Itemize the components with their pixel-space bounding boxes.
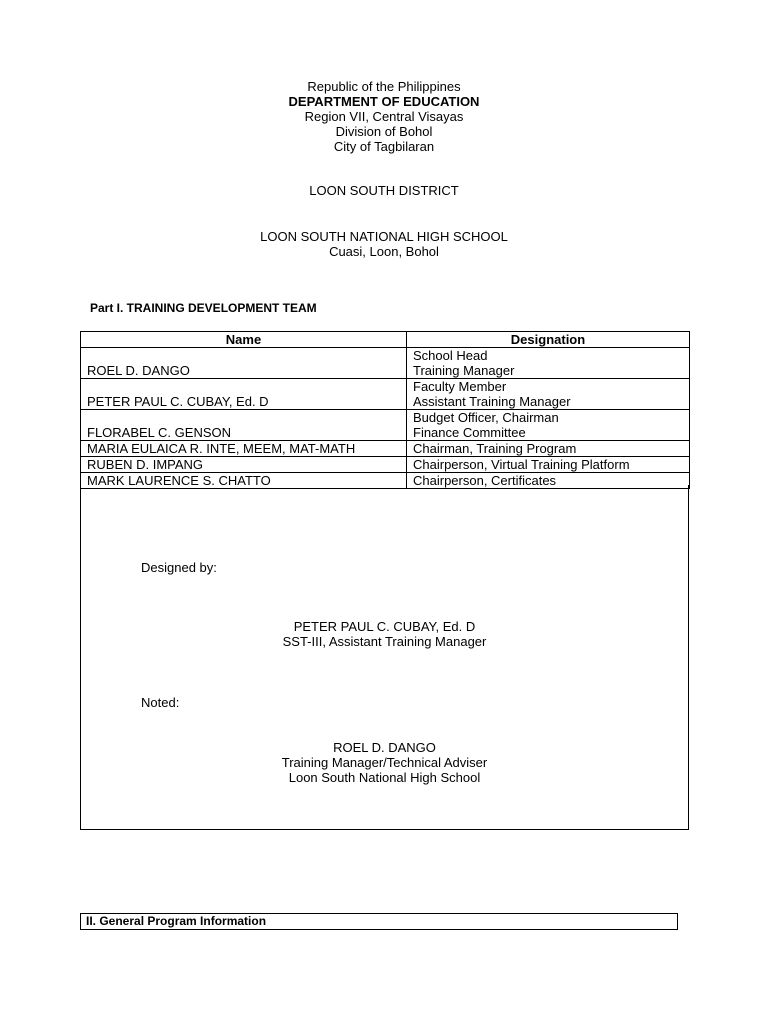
division-line: Division of Bohol (335, 124, 433, 139)
noter-school: Loon South National High School (288, 770, 481, 785)
table-row (81, 348, 690, 379)
noter-title: Training Manager/Technical Adviser (281, 755, 488, 770)
signature-box (80, 485, 689, 830)
department-line: DEPARTMENT OF EDUCATION (288, 94, 480, 109)
member-name: MARK LAURENCE S. CHATTO (81, 473, 407, 489)
designer-title: SST-III, Assistant Training Manager (282, 634, 487, 649)
member-name: ROEL D. DANGO (81, 348, 407, 379)
member-name: PETER PAUL C. CUBAY, Ed. D (81, 379, 407, 410)
designation-line: Budget Officer, Chairman (413, 410, 559, 425)
name-column-header: Name (81, 332, 407, 348)
school-name: LOON SOUTH NATIONAL HIGH SCHOOL (260, 229, 508, 244)
document-header (0, 79, 768, 154)
school-block (0, 229, 768, 259)
member-name: RUBEN D. IMPANG (81, 457, 407, 473)
city-line: City of Tagbilaran (333, 139, 435, 154)
table-row (81, 457, 690, 473)
table-row (81, 441, 690, 457)
member-designation: Chairperson, Certificates (407, 473, 690, 489)
member-designation: Chairperson, Virtual Training Platform (407, 457, 690, 473)
designation-column-header: Designation (407, 332, 690, 348)
designer-signature-block (81, 619, 688, 649)
member-designation (407, 348, 690, 379)
member-name: FLORABEL C. GENSON (81, 410, 407, 441)
designation-line: Assistant Training Manager (413, 394, 571, 409)
member-designation (407, 379, 690, 410)
designed-by-label: Designed by: (141, 560, 217, 575)
district-line: LOON SOUTH DISTRICT (309, 183, 459, 198)
member-name: MARIA EULAICA R. INTE, MEEM, MAT-MATH (81, 441, 407, 457)
noter-signature-block (81, 740, 688, 785)
noter-name: ROEL D. DANGO (333, 740, 436, 755)
member-designation (407, 410, 690, 441)
table-row (81, 410, 690, 441)
school-address: Cuasi, Loon, Bohol (329, 244, 439, 259)
member-designation: Chairman, Training Program (407, 441, 690, 457)
table-row (81, 379, 690, 410)
designation-line: Faculty Member (413, 379, 507, 394)
table-header-row (81, 332, 690, 348)
designation-line: Finance Committee (413, 425, 526, 440)
region-line: Region VII, Central Visayas (304, 109, 464, 124)
designation-line: Training Manager (413, 363, 515, 378)
designer-name: PETER PAUL C. CUBAY, Ed. D (293, 619, 476, 634)
part2-title: II. General Program Information (80, 913, 678, 930)
part1-title: Part I. TRAINING DEVELOPMENT TEAM (90, 301, 317, 315)
designation-line: School Head (413, 348, 488, 363)
noted-label: Noted: (141, 695, 180, 710)
training-team-table (80, 331, 690, 489)
republic-line: Republic of the Philippines (307, 79, 461, 94)
